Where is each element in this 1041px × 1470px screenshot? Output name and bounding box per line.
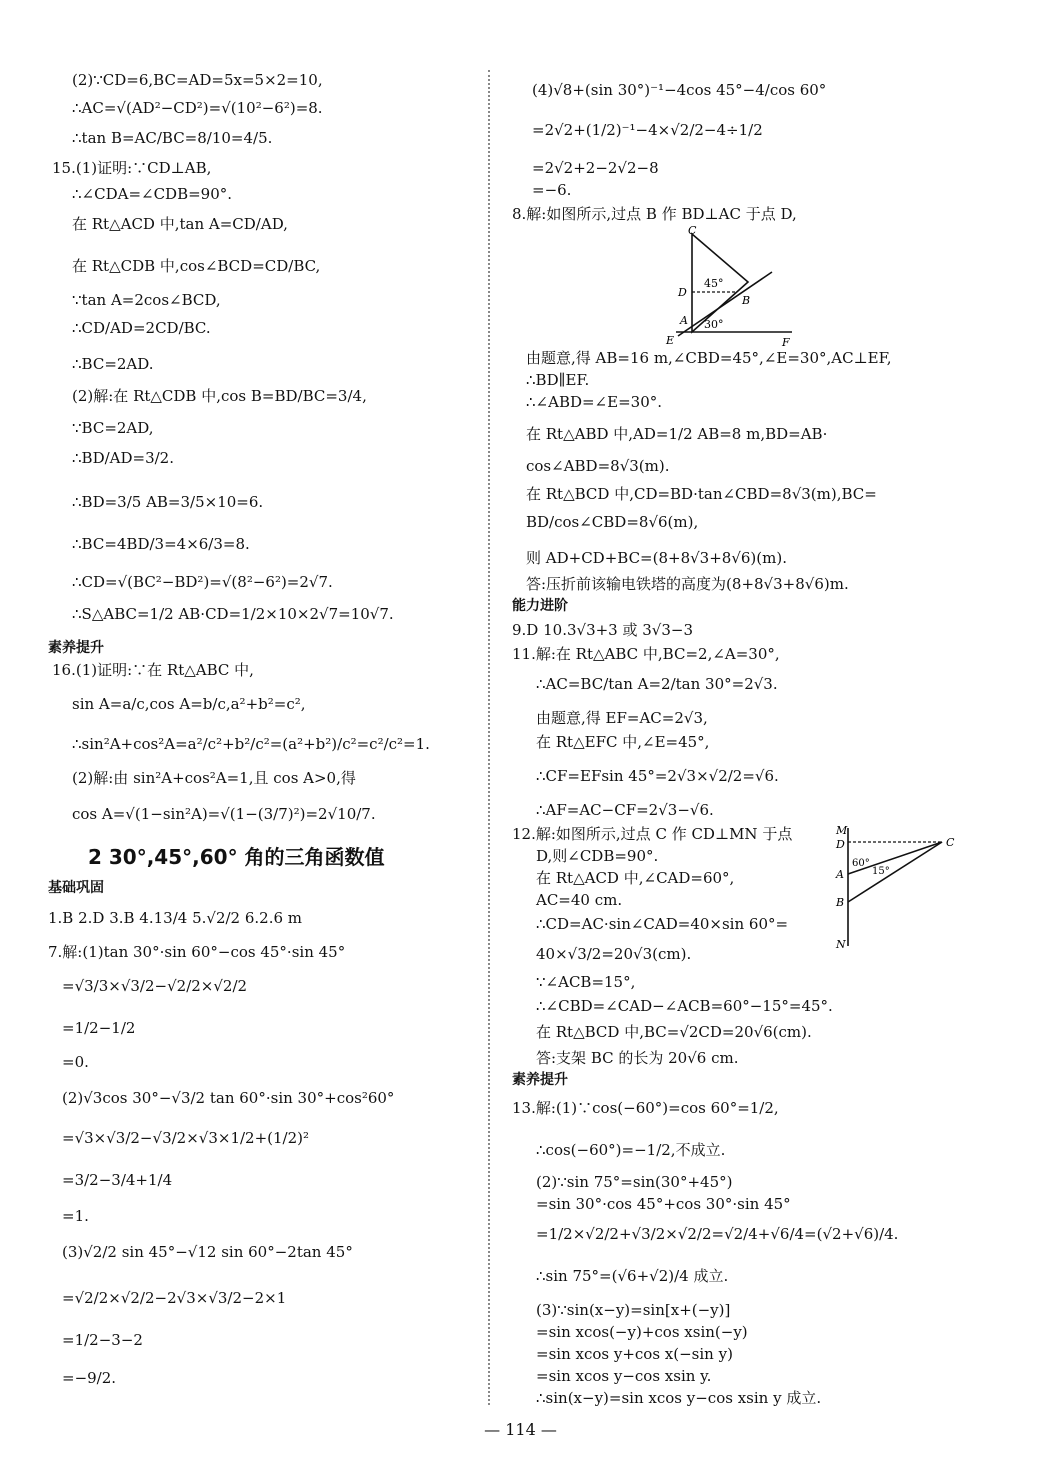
section-heading: 素养提升 [512, 1072, 568, 1088]
label-B: B [836, 896, 845, 909]
figure-12-diagram [830, 824, 960, 952]
text-line: ∴AC=BC/tan A=2/tan 30°=2√3. [536, 675, 778, 693]
text-line: 由题意,得 AB=16 m,∠CBD=45°,∠E=30°,AC⊥EF, [526, 349, 892, 367]
text-line: =3/2−3/4+1/4 [62, 1171, 173, 1189]
text-line: ∴S△ABC=1/2 AB·CD=1/2×10×2√7=10√7. [72, 605, 394, 623]
text-line: 则 AD+CD+BC=(8+8√3+8√6)(m). [526, 549, 787, 567]
text-line: sin A=a/c,cos A=b/c,a²+b²=c², [72, 695, 306, 713]
text-line: 在 Rt△ACD 中,∠CAD=60°, [536, 869, 735, 887]
text-line: ∴AF=AC−CF=2√3−√6. [536, 801, 714, 819]
text-line: ∴BD∥EF. [526, 371, 590, 389]
label-N: N [836, 938, 846, 951]
label-C: C [946, 836, 955, 849]
text-line: =sin xcos(−y)+cos xsin(−y) [536, 1323, 748, 1341]
text-line: 在 Rt△BCD 中,BC=√2CD=20√6(cm). [536, 1023, 812, 1041]
text-line: 13.解:(1)∵cos(−60°)=cos 60°=1/2, [512, 1099, 779, 1117]
label-F: F [782, 336, 790, 346]
label-D: D [678, 286, 687, 299]
text-line: D,则∠CDB=90°. [536, 847, 659, 865]
text-line: 由题意,得 EF=AC=2√3, [536, 709, 708, 727]
text-line: 答:支架 BC 的长为 20√6 cm. [536, 1049, 739, 1067]
text-line: 16.(1)证明:∵在 Rt△ABC 中, [52, 661, 254, 679]
answer-line: 9.D 10.3√3+3 或 3√3−3 [512, 621, 694, 639]
text-line: ∴AC=√(AD²−CD²)=√(10²−6²)=8. [72, 99, 323, 117]
text-line: (3)∵sin(x−y)=sin[x+(−y)] [536, 1301, 731, 1319]
label-D: D [836, 838, 845, 851]
label-B: B [742, 294, 751, 307]
text-line: ∴BD=3/5 AB=3/5×10=6. [72, 493, 264, 511]
text-line: =1/2−3−2 [62, 1331, 143, 1349]
text-line: =sin xcos y+cos x(−sin y) [536, 1345, 733, 1363]
text-line: =2√2+(1/2)⁻¹−4×√2/2−4÷1/2 [532, 121, 763, 139]
text-line: 7.解:(1)tan 30°·sin 60°−cos 45°·sin 45° [48, 943, 346, 961]
text-line: ∴∠CDA=∠CDB=90°. [72, 185, 233, 203]
text-line: 8.解:如图所示,过点 B 作 BD⊥AC 于点 D, [512, 205, 797, 223]
text-line: 12.解:如图所示,过点 C 作 CD⊥MN 于点 [512, 825, 793, 843]
text-line: (2)∵CD=6,BC=AD=5x=5×2=10, [72, 71, 323, 89]
answer-line: 1.B 2.D 3.B 4.13/4 5.√2/2 6.2.6 m [48, 909, 303, 927]
text-line: =1/2−1/2 [62, 1019, 136, 1037]
text-line: =sin xcos y−cos xsin y. [536, 1367, 712, 1385]
text-line: 15.(1)证明:∵CD⊥AB, [52, 159, 212, 177]
text-line: (2)解:由 sin²A+cos²A=1,且 cos A>0,得 [72, 769, 356, 787]
section-heading: 能力进阶 [512, 598, 568, 614]
angle-30-label: 30° [704, 318, 724, 331]
label-E: E [666, 334, 675, 346]
text-line: 在 Rt△ABD 中,AD=1/2 AB=8 m,BD=AB· [526, 425, 828, 443]
text-line: ∴CD=√(BC²−BD²)=√(8²−6²)=2√7. [72, 573, 333, 591]
text-line: ∴sin(x−y)=sin xcos y−cos xsin y 成立. [536, 1389, 822, 1407]
label-A: A [836, 868, 844, 881]
text-line: =√3/3×√3/2−√2/2×√2/2 [62, 977, 248, 995]
text-line: =√3×√3/2−√3/2×√3×1/2+(1/2)² [62, 1129, 310, 1147]
text-line: ∴BC=4BD/3=4×6/3=8. [72, 535, 250, 553]
text-line: 在 Rt△EFC 中,∠E=45°, [536, 733, 710, 751]
text-line: cos∠ABD=8√3(m). [526, 457, 670, 475]
text-line: (2)∵sin 75°=sin(30°+45°) [536, 1173, 733, 1191]
section-heading: 基础巩固 [48, 880, 104, 896]
figure-8-diagram [662, 226, 802, 346]
text-line: ∴CD/AD=2CD/BC. [72, 319, 211, 337]
text-line: ∴∠CBD=∠CAD−∠ACB=60°−15°=45°. [536, 997, 833, 1015]
text-line: =0. [62, 1053, 89, 1071]
angle-45-label: 45° [704, 277, 724, 290]
text-line: ∴CD=AC·sin∠CAD=40×sin 60°= [536, 915, 789, 933]
text-line: ∴sin²A+cos²A=a²/c²+b²/c²=(a²+b²)/c²=c²/c²=1. [72, 735, 430, 753]
page-number: — 114 — [484, 1420, 557, 1439]
text-line: 答:压折前该输电铁塔的高度为(8+8√3+8√6)m. [526, 575, 849, 593]
section-heading: 素养提升 [48, 640, 104, 656]
label-M: M [836, 824, 848, 837]
label-A: A [680, 314, 688, 327]
text-line: ∴cos(−60°)=−1/2,不成立. [536, 1141, 726, 1159]
text-line: ∴∠ABD=∠E=30°. [526, 393, 663, 411]
text-line: ∴BD/AD=3/2. [72, 449, 174, 467]
text-line: ∴BC=2AD. [72, 355, 154, 373]
text-line: ∴CF=EFsin 45°=2√3×√2/2=√6. [536, 767, 779, 785]
column-divider [488, 70, 490, 1405]
text-line: =−9/2. [62, 1369, 117, 1387]
angle-60-label: 60° [852, 858, 870, 869]
text-line: 11.解:在 Rt△ABC 中,BC=2,∠A=30°, [512, 645, 780, 663]
text-line: =2√2+2−2√2−8 [532, 159, 659, 177]
text-line: (3)√2/2 sin 45°−√12 sin 60°−2tan 45° [62, 1243, 353, 1261]
text-line: (2)√3cos 30°−√3/2 tan 60°·sin 30°+cos²60° [62, 1089, 395, 1107]
text-line: ∵BC=2AD, [72, 419, 154, 437]
text-line: 在 Rt△CDB 中,cos∠BCD=CD/BC, [72, 257, 321, 275]
angle-15-label: 15° [872, 866, 890, 877]
text-line: 在 Rt△BCD 中,CD=BD·tan∠CBD=8√3(m),BC= [526, 485, 877, 503]
text-line: =√2/2×√2/2−2√3×√3/2−2×1 [62, 1289, 287, 1307]
text-line: =−6. [532, 181, 572, 199]
text-line: (2)解:在 Rt△CDB 中,cos B=BD/BC=3/4, [72, 387, 367, 405]
text-line: =1. [62, 1207, 89, 1225]
text-line: AC=40 cm. [536, 891, 623, 909]
label-C: C [688, 226, 697, 237]
text-line: =sin 30°·cos 45°+cos 30°·sin 45° [536, 1195, 791, 1213]
text-line: ∵tan A=2cos∠BCD, [72, 291, 221, 309]
text-line: 在 Rt△ACD 中,tan A=CD/AD, [72, 215, 288, 233]
lesson-title: 2 30°,45°,60° 角的三角函数值 [88, 845, 385, 869]
text-line: ∴sin 75°=(√6+√2)/4 成立. [536, 1267, 729, 1285]
text-line: ∵∠ACB=15°, [536, 973, 636, 991]
text-line: ∴tan B=AC/BC=8/10=4/5. [72, 129, 273, 147]
text-line: (4)√8+(sin 30°)⁻¹−4cos 45°−4/cos 60° [532, 81, 827, 99]
text-line: cos A=√(1−sin²A)=√(1−(3/7)²)=2√10/7. [72, 805, 376, 823]
text-line: 40×√3/2=20√3(cm). [536, 945, 692, 963]
text-line: =1/2×√2/2+√3/2×√2/2=√2/4+√6/4=(√2+√6)/4. [536, 1225, 899, 1243]
text-line: BD/cos∠CBD=8√6(m), [526, 513, 699, 531]
